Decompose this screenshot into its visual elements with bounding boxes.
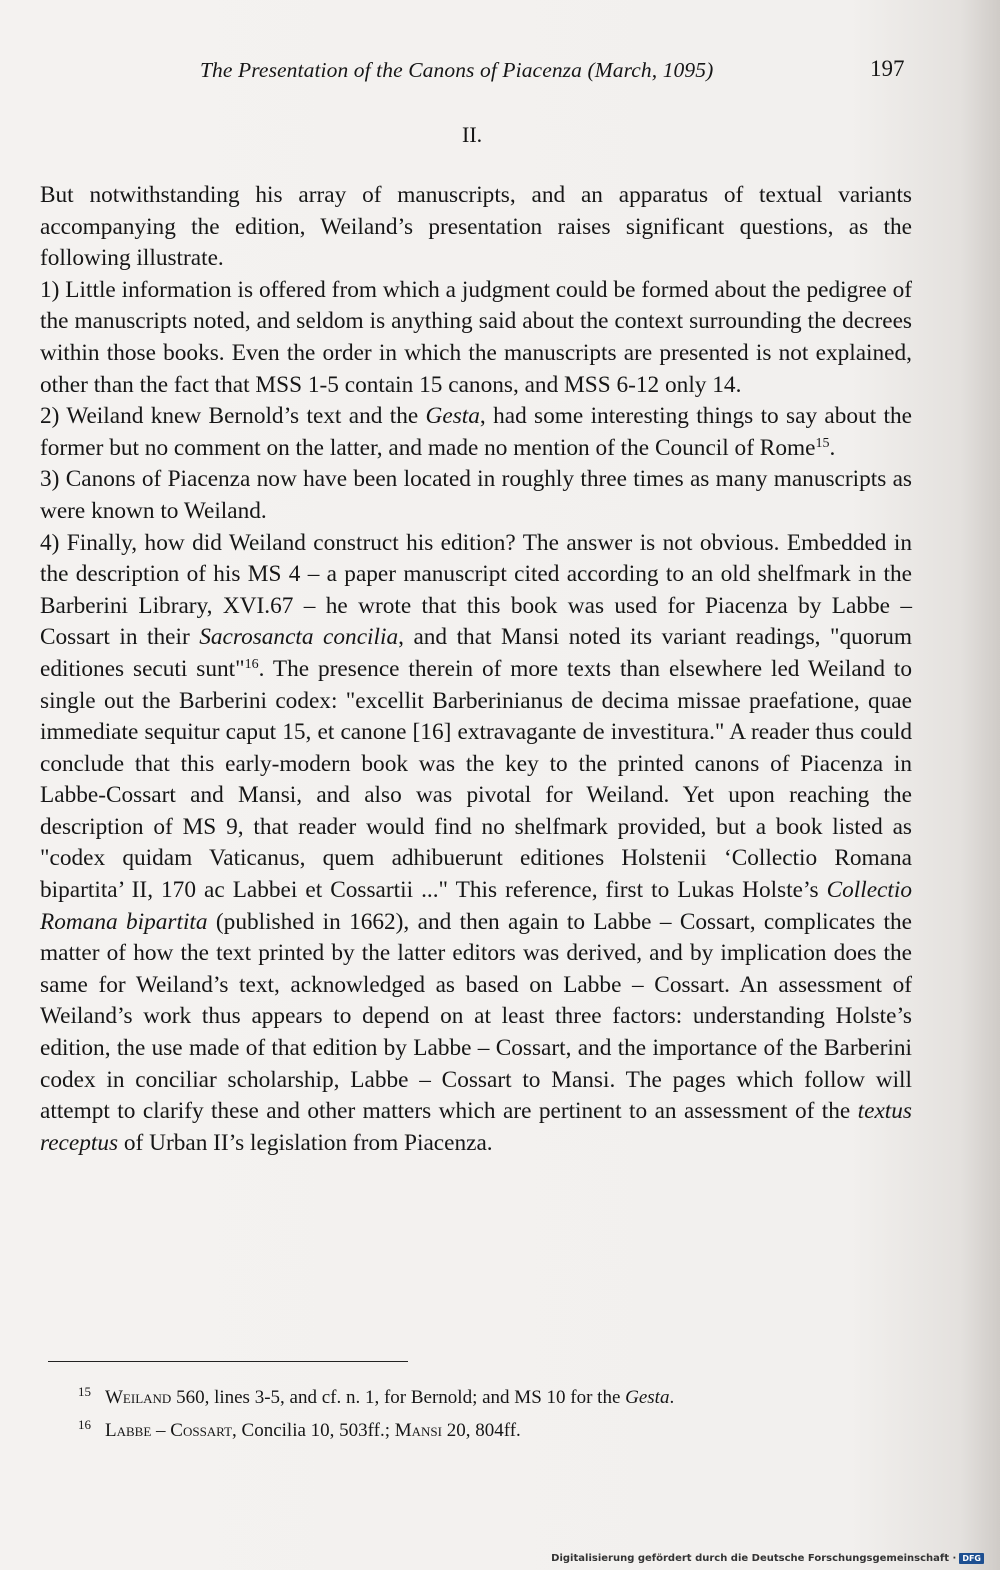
footnote-15: $^{15}$ Weiland 560, lines 3-5, and cf. n. 1, for Bernold; and MS 10 for the Gesta.: [78, 1384, 675, 1408]
paragraph-point-3: 3) Canons of Piacenza now have been located in roughly three times as many manuscripts as were known to Weiland.: [40, 466, 912, 524]
paragraph-point-1: 1) Little information is offered from which a judgment could be formed about the pedigree of the manuscripts noted, and seldom is anything said about the context surrounding the decrees within those books. Even the order in which the manuscripts are presented is not explained, other than the fact that MSS 1-5 contain 15 canons, and MSS 6-12 only 14.: [40, 276, 912, 398]
italic-sacrosancta-concilia: Sacrosancta concilia: [199, 624, 399, 651]
footnote-ref-15: 15: [815, 435, 830, 451]
running-title: The Presentation of the Canons of Piacenza (March, 1095): [200, 58, 714, 82]
italic-gesta: Gesta: [425, 403, 480, 430]
footnotes: [78, 1381, 898, 1447]
footnote-16: $^{16}$ Labbe – Cossart, Concilia 10, 503ff.; Mansi 20, 804ff.: [78, 1417, 521, 1441]
footnote-ref-16: 16: [244, 656, 259, 672]
paragraph-intro: But notwithstanding his array of manuscripts, and an apparatus of textual variants accompanying the edition, Weiland’s presentation raises significant questions, as the following illustrate.: [40, 182, 912, 272]
body-text: [40, 180, 912, 1159]
italic-textus-receptus: textus receptus: [40, 1098, 912, 1156]
paragraph-point-2: 2) Weiland knew Bernold’s text and the Gesta, had some interesting things to say about the former but no comment on the latter, and made no mention of the Council of Rome$^{15}$.: [40, 403, 912, 461]
italic-collectio-romana: Collectio Romana bipartita: [40, 877, 912, 935]
paragraph-point-4: 4) Finally, how did Weiland construct his edition? The answer is not obvious. Embedded in the description of his MS 4 – a paper manuscript cited according to an old shelfmark in the Barberini Library, XVI.67 – he wrote that this book was used for Piacenza by Labbe – Cossart in their Sacrosancta concilia, and that Mansi noted its variant readings, "quorum editiones secuti sunt"$^{16}$. The presence therein of more texts than elsewhere led Weiland to single out the Barberini codex: "excellit Barberinianus de decima missae praefatione, quae immediate sequitur caput 15, et canone [16] extravagante de investitura." A reader thus could conclude that this early-modern book was the key to the printed canons of Piacenza in Labbe-Cossart and Mansi, and also was pivotal for Weiland. Yet upon reaching the description of MS 9, that reader would find no shelfmark provided, but a book listed as "codex quidam Vaticanus, quem adhibuerunt editiones Holstenii ‘Collectio Romana bipartita’ II, 170 ac Labbei et Cossartii ..." This reference, first to Lukas Holste’s Collectio Romana bipartita (published in 1662), and then again to Labbe – Cossart, complicates the matter of how the text printed by the latter editors was derived, and by implication does the same for Weiland’s text, acknowledged as based on Labbe – Cossart. An assessment of Weiland’s work thus appears to depend on at least three factors: understanding Holste’s edition, the use made of that edition by Labbe – Cossart, and the importance of the Barberini codex in conciliar scholarship, Labbe – Cossart to Mansi. The pages which follow will attempt to clarify these and other matters which are pertinent to an assessment of the textus receptus of Urban II’s legislation from Piacenza.: [40, 529, 913, 1156]
section-heading: II.: [462, 122, 483, 147]
footnote-rule: [48, 1361, 408, 1362]
page-number: 197: [870, 56, 905, 81]
digitization-credit: Digitalisierung gefördert durch die Deutsche Forschungsgemeinschaft · DFG: [551, 1553, 984, 1564]
dfg-logo-icon: DFG: [959, 1553, 984, 1564]
